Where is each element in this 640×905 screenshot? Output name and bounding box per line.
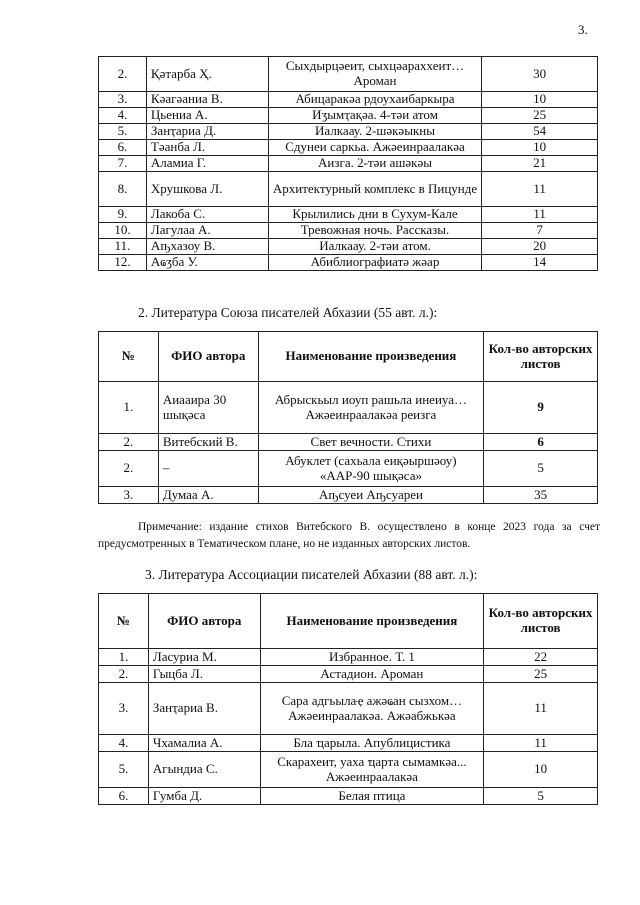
cell-volume: 14 xyxy=(482,255,598,271)
cell-num: 2. xyxy=(99,57,147,92)
cell-volume: 9 xyxy=(484,382,598,434)
header-num: № xyxy=(99,594,149,649)
cell-title: Абуклет (сахьала еиқәыршәоу) «ААР-90 шықәса» xyxy=(258,451,483,487)
cell-num: 2. xyxy=(99,451,159,487)
cell-num: 8. xyxy=(99,172,147,207)
note-paragraph xyxy=(98,519,600,552)
table-row xyxy=(99,752,598,788)
table-publishing-plan-continued xyxy=(98,56,598,271)
cell-author: Аиааира 30 шықәса xyxy=(158,382,258,434)
cell-author: Витебский В. xyxy=(158,434,258,451)
cell-num: 1. xyxy=(99,649,149,666)
cell-title: Крылились дни в Сухум-Кале xyxy=(268,207,482,223)
cell-title: Астадион. Ароман xyxy=(260,666,484,683)
table-row xyxy=(99,487,598,504)
header-volume: Кол-во авторских листов xyxy=(484,594,598,649)
cell-volume: 22 xyxy=(484,649,598,666)
cell-author: Ласуриа М. xyxy=(148,649,260,666)
table-row xyxy=(99,683,598,735)
cell-volume: 11 xyxy=(484,735,598,752)
cell-num: 7. xyxy=(99,156,147,172)
header-author: ФИО автора xyxy=(148,594,260,649)
cell-num: 2. xyxy=(99,666,149,683)
cell-author: Тәанба Л. xyxy=(146,140,268,156)
cell-author: Аҩӡба У. xyxy=(146,255,268,271)
cell-num: 10. xyxy=(99,223,147,239)
header-num: № xyxy=(99,332,159,382)
cell-title: Архитектурный комплекс в Пицунде xyxy=(268,172,482,207)
table-row xyxy=(99,735,598,752)
table-row xyxy=(99,451,598,487)
table-writers-union xyxy=(98,331,598,504)
cell-volume: 20 xyxy=(482,239,598,255)
cell-volume: 30 xyxy=(482,57,598,92)
table-row xyxy=(99,207,598,223)
page-number: 3. xyxy=(578,22,588,37)
cell-num: 11. xyxy=(99,239,147,255)
table-row xyxy=(99,788,598,805)
cell-num: 5. xyxy=(99,124,147,140)
table-row xyxy=(99,223,598,239)
cell-num: 4. xyxy=(99,735,149,752)
cell-volume: 54 xyxy=(482,124,598,140)
cell-title: Иалкаау. 2-шәкәыкны xyxy=(268,124,482,140)
table-row xyxy=(99,172,598,207)
cell-title: Абрыскьыл иоуп рашьла инеиуа… Ажәеинраалакәа реизга xyxy=(258,382,483,434)
cell-volume: 10 xyxy=(482,140,598,156)
header-volume: Кол-во авторских листов xyxy=(484,332,598,382)
table-row xyxy=(99,140,598,156)
cell-author: – xyxy=(158,451,258,487)
cell-volume: 7 xyxy=(482,223,598,239)
cell-num: 3. xyxy=(99,487,159,504)
cell-title: Сдунеи саркьа. Ажәеинраалакәа xyxy=(268,140,482,156)
cell-title: Абицаракәа рдоухаибаркыра xyxy=(268,92,482,108)
header-title: Наименование произведения xyxy=(260,594,484,649)
cell-author: Думаа А. xyxy=(158,487,258,504)
cell-volume: 11 xyxy=(482,207,598,223)
cell-author: Чхамалиа А. xyxy=(148,735,260,752)
cell-author: Гыцба Л. xyxy=(148,666,260,683)
table-row xyxy=(99,57,598,92)
cell-title: Аҧсуеи Аҧсуареи xyxy=(258,487,483,504)
table-row xyxy=(99,649,598,666)
section-heading-writers-association: 3. Литература Ассоциации писателей Абхазии (88 авт. л.): xyxy=(145,567,478,582)
table-row xyxy=(99,92,598,108)
cell-num: 6. xyxy=(99,140,147,156)
section-heading-writers-union: 2. Литература Союза писателей Абхазии (55 авт. л.): xyxy=(138,305,438,320)
header-author: ФИО автора xyxy=(158,332,258,382)
cell-title: Тревожная ночь. Рассказы. xyxy=(268,223,482,239)
cell-num: 4. xyxy=(99,108,147,124)
cell-volume: 10 xyxy=(482,92,598,108)
cell-author: Агындиа С. xyxy=(148,752,260,788)
cell-title: Бла ҵарыла. Апублицистика xyxy=(260,735,484,752)
cell-author: Лагулаа А. xyxy=(146,223,268,239)
cell-num: 5. xyxy=(99,752,149,788)
cell-volume: 5 xyxy=(484,451,598,487)
cell-author: Гумба Д. xyxy=(148,788,260,805)
cell-title: Избранное. Т. 1 xyxy=(260,649,484,666)
cell-volume: 25 xyxy=(482,108,598,124)
cell-title: Скарахеит, уаха ҵарта сымамкәа... Ажәеинраалакәа xyxy=(260,752,484,788)
cell-num: 3. xyxy=(99,92,147,108)
cell-author: Занҭариа Д. xyxy=(146,124,268,140)
cell-num: 9. xyxy=(99,207,147,223)
table-row xyxy=(99,255,598,271)
table-row xyxy=(99,382,598,434)
cell-title: Иӡымҭақәа. 4-тәи атом xyxy=(268,108,482,124)
header-title: Наименование произведения xyxy=(258,332,483,382)
cell-author: Қәтарба Ҳ. xyxy=(146,57,268,92)
table-row xyxy=(99,156,598,172)
cell-title: Сыхдырцәеит, сыхцәараххеит… Ароман xyxy=(268,57,482,92)
cell-title: Свет вечности. Стихи xyxy=(258,434,483,451)
cell-volume: 25 xyxy=(484,666,598,683)
cell-author: Занҭариа В. xyxy=(148,683,260,735)
cell-volume: 21 xyxy=(482,156,598,172)
table-row xyxy=(99,666,598,683)
cell-num: 6. xyxy=(99,788,149,805)
cell-volume: 6 xyxy=(484,434,598,451)
cell-author: Хрушкова Л. xyxy=(146,172,268,207)
cell-title: Сара адгьылаҿ ажәҩан сызхом… Ажәеинраалакәа. Ажәабжькәа xyxy=(260,683,484,735)
cell-title: Абиблиографиатә жәар xyxy=(268,255,482,271)
cell-volume: 35 xyxy=(484,487,598,504)
cell-title: Аизга. 2-тәи ашәкәы xyxy=(268,156,482,172)
cell-volume: 5 xyxy=(484,788,598,805)
cell-num: 3. xyxy=(99,683,149,735)
cell-author: Цьениа А. xyxy=(146,108,268,124)
table-row xyxy=(99,124,598,140)
cell-volume: 11 xyxy=(482,172,598,207)
cell-title: Белая птица xyxy=(260,788,484,805)
cell-num: 2. xyxy=(99,434,159,451)
table-row xyxy=(99,434,598,451)
table-row xyxy=(99,239,598,255)
cell-num: 12. xyxy=(99,255,147,271)
table-writers-association xyxy=(98,593,598,805)
cell-author: Лакоба С. xyxy=(146,207,268,223)
cell-volume: 10 xyxy=(484,752,598,788)
cell-num: 1. xyxy=(99,382,159,434)
cell-author: Кәагәаниа В. xyxy=(146,92,268,108)
cell-title: Иалкаау. 2-тәи атом. xyxy=(268,239,482,255)
cell-author: Аламиа Г. xyxy=(146,156,268,172)
cell-volume: 11 xyxy=(484,683,598,735)
note-text: Примечание: издание стихов Витебского В. осуществлено в конце 2023 года за счет предусмотренных в Тематическом плане, но не изданных авторских листов. xyxy=(98,521,600,550)
cell-author: Аҧхазоу В. xyxy=(146,239,268,255)
table-row xyxy=(99,108,598,124)
